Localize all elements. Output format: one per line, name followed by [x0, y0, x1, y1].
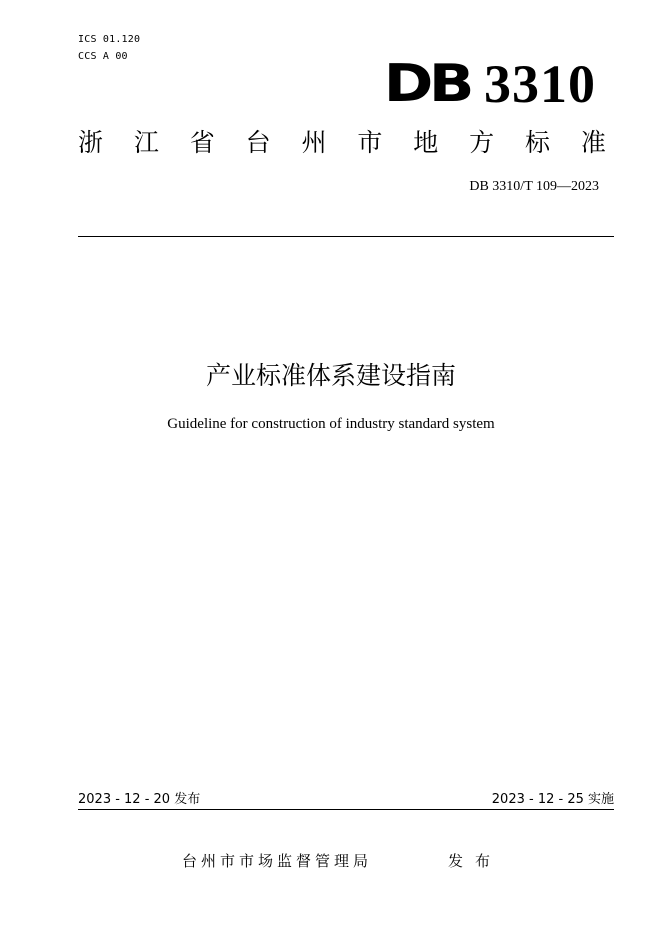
issuer-char: 准 [580, 128, 606, 157]
issuer-char: 方 [469, 128, 495, 157]
header-divider [78, 236, 614, 237]
db-region-number: 3310 [484, 54, 596, 114]
db-prefix-logo: DB [383, 54, 470, 114]
document-title-english: Guideline for construction of industry standard system [167, 416, 495, 432]
effective-date: 2023 - 12 - 25 实施 [491, 792, 614, 807]
issuer-char: 省 [189, 128, 215, 157]
issuer-char: 标 [525, 128, 551, 157]
footer-divider [78, 809, 614, 810]
issuer-char: 台 [245, 128, 271, 157]
ics-code: ICS 01.120 [78, 34, 141, 45]
issuer-char: 浙 [78, 128, 104, 157]
publish-date: 2023 - 12 - 20 发布 [78, 792, 201, 807]
publisher-name: 台州市市场监督管理局 [182, 852, 373, 870]
issuer-char: 地 [413, 128, 439, 157]
ccs-code: CCS A 00 [78, 51, 128, 62]
db-standard-mark [383, 54, 596, 114]
issuer-char: 江 [133, 128, 159, 157]
issuer-char: 市 [357, 128, 383, 157]
document-title-chinese: 产业标准体系建设指南 [205, 361, 456, 390]
publish-label: 发布 [448, 852, 503, 870]
issuer-standard-type [78, 126, 606, 160]
issuer-char: 州 [301, 128, 327, 157]
document-number: DB 3310/T 109—2023 [469, 179, 599, 194]
